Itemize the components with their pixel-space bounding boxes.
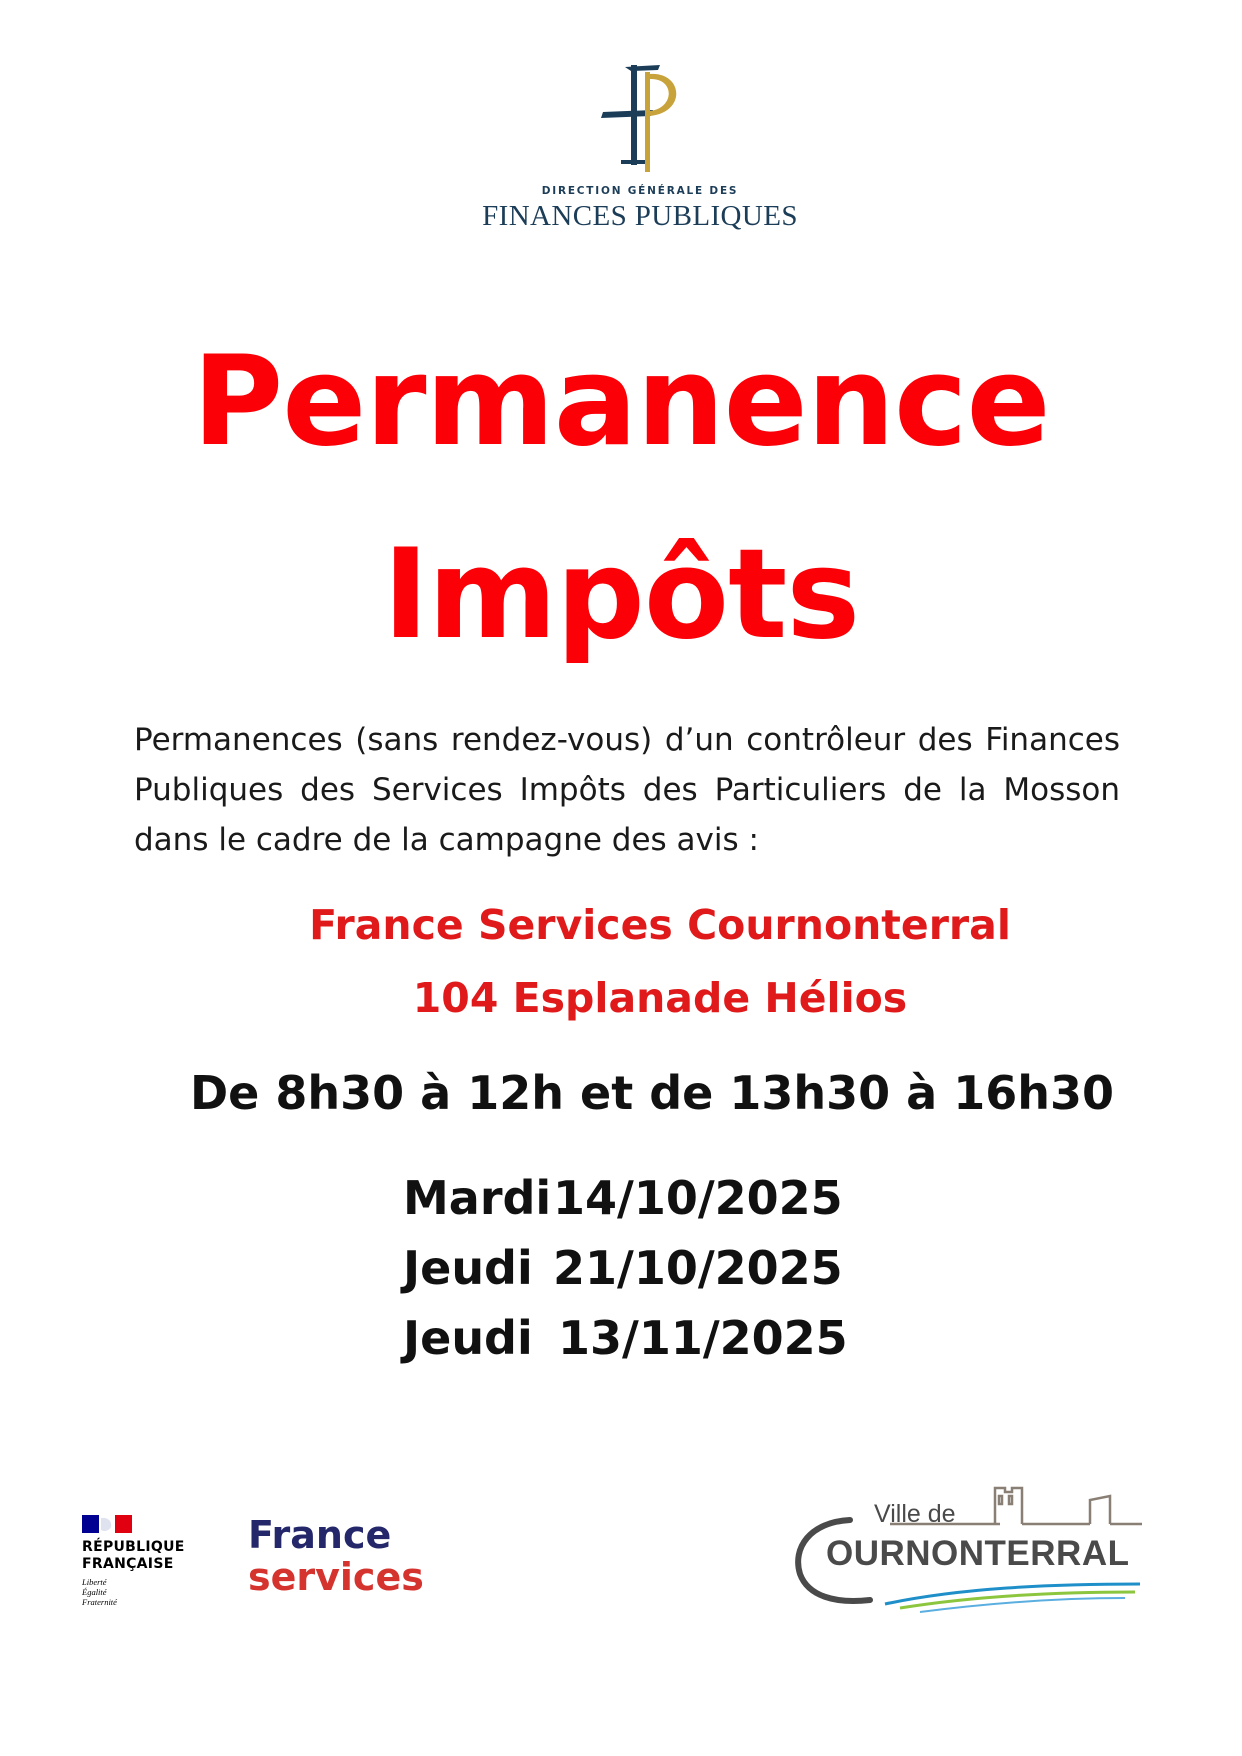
opening-hours: De 8h30 à 12h et de 13h30 à 16h30 <box>190 1066 1114 1120</box>
france-services-line2: services <box>248 1555 424 1599</box>
page-title-line2: Impôts <box>382 523 860 667</box>
location-name: France Services Cournonterral <box>309 901 1011 949</box>
ville-name: OURNONTERRAL <box>826 1534 1130 1573</box>
date-row <box>403 1311 848 1365</box>
ville-cournonterral-logo <box>790 1478 1160 1618</box>
dgfip-line2: FINANCES PUBLIQUES <box>482 200 798 232</box>
date-value: 14/10/2025 <box>553 1171 843 1225</box>
republique-motto: Liberté Égalité Fraternité <box>82 1577 117 1607</box>
france-services-logo <box>248 1515 448 1605</box>
date-day: Mardi <box>403 1171 552 1225</box>
france-services-line1: France <box>248 1513 392 1557</box>
date-row <box>403 1171 843 1225</box>
republique-francaise-logo <box>82 1515 222 1615</box>
date-row <box>403 1241 843 1295</box>
date-day: Jeudi <box>403 1241 533 1295</box>
date-day: Jeudi <box>403 1311 533 1365</box>
date-value: 13/11/2025 <box>558 1311 848 1365</box>
marianne-flag-icon <box>82 1515 132 1533</box>
dgfip-logo <box>470 60 810 240</box>
dgfip-line1: DIRECTION GÉNÉRALE DES <box>541 185 739 197</box>
dgfip-fp-icon <box>595 60 685 175</box>
page-title-line1: Permanence <box>192 330 1050 474</box>
intro-paragraph: Permanences (sans rendez-vous) d’un contrôleur des Finances Publiques des Services Impôts des Particuliers de la Mosson dans le cadre de la campagne des avis : <box>134 722 1120 858</box>
ville-prefix: Ville de <box>874 1500 956 1528</box>
republique-francaise-name: RÉPUBLIQUE FRANÇAISE <box>82 1539 185 1572</box>
date-value: 21/10/2025 <box>553 1241 843 1295</box>
location-address: 104 Esplanade Hélios <box>412 974 908 1022</box>
